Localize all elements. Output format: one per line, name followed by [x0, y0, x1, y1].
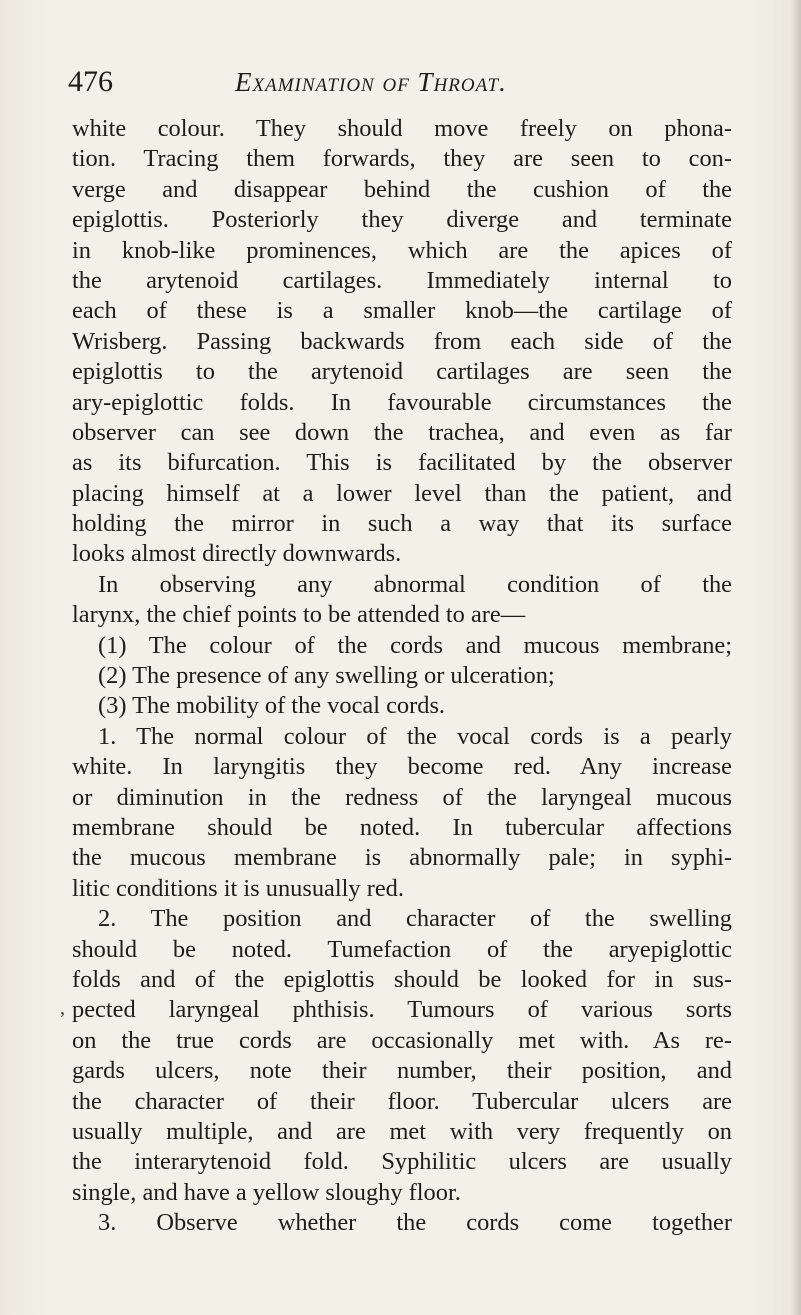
text-line: holding the mirror in such a way that its surface: [72, 510, 732, 538]
text-line: pected laryngeal phthisis. Tumours of various sorts: [72, 996, 732, 1024]
text-line: in knob-like prominences, which are the apices of: [72, 236, 732, 264]
page-edge-shadow: [791, 0, 801, 1315]
text-line: looks almost directly downwards.: [72, 540, 402, 568]
text-line: membrane should be noted. In tubercular affections: [72, 813, 732, 841]
text-line: on the true cords are occasionally met with. As re-: [72, 1026, 732, 1054]
list-item: (1) The colour of the cords and mucous membrane;: [98, 631, 732, 659]
text-line: single, and have a yellow sloughy floor.: [72, 1178, 461, 1206]
text-line: the interarytenoid fold. Syphilitic ulcers are usually: [72, 1148, 732, 1176]
text-line: larynx, the chief points to be attended to are—: [72, 601, 526, 629]
text-line: 2. The position and character of the swelling: [98, 905, 732, 933]
text-line: white colour. They should move freely on phona-: [72, 115, 732, 142]
text-line: as its bifurcation. This is facilitated by the observer: [72, 449, 732, 477]
text-line: placing himself at a lower level than the patient, and: [72, 479, 732, 507]
margin-mark: ,: [60, 997, 65, 1019]
text-line: the character of their floor. Tubercular ulcers are: [72, 1087, 732, 1115]
text-line: the mucous membrane is abnormally pale; in syphi-: [72, 844, 732, 872]
text-line: verge and disappear behind the cushion of the: [72, 175, 732, 203]
text-line: usually multiple, and are met with very frequently on: [72, 1117, 732, 1145]
text-line: each of these is a smaller knob—the cartilage of: [72, 297, 732, 325]
text-line: epiglottis to the arytenoid cartilages are seen the: [72, 358, 732, 386]
text-line: folds and of the epiglottis should be looked for in sus-: [72, 965, 732, 993]
text-line: 3. Observe whether the cords come together: [98, 1209, 732, 1237]
text-line: or diminution in the redness of the laryngeal mucous: [72, 783, 732, 811]
text-line: epiglottis. Posteriorly they diverge and terminate: [72, 206, 732, 234]
list-item: (3) The mobility of the vocal cords.: [98, 692, 446, 720]
text-line: 1. The normal colour of the vocal cords is a pearly: [98, 722, 732, 750]
text-line: the arytenoid cartilages. Immediately internal to: [72, 266, 732, 294]
page-number: 476: [68, 65, 113, 98]
list-item: (2) The presence of any swelling or ulceration;: [98, 662, 555, 690]
text-line: ary-epiglottic folds. In favourable circumstances the: [72, 388, 732, 416]
text-line: white. In laryngitis they become red. Any increase: [72, 753, 732, 781]
text-line: In observing any abnormal condition of the: [98, 570, 732, 598]
text-line: litic conditions it is unusually red.: [72, 874, 404, 902]
text-line: tion. Tracing them forwards, they are seen to con-: [72, 145, 732, 173]
running-title: Examination of Throat.: [235, 67, 507, 97]
text-line: gards ulcers, note their number, their position, and: [72, 1057, 732, 1085]
text-line: should be noted. Tumefaction of the aryepiglottic: [72, 935, 732, 963]
text-line: observer can see down the trachea, and even as far: [72, 418, 732, 446]
running-head: [68, 62, 708, 102]
text-line: Wrisberg. Passing backwards from each side of the: [72, 327, 732, 355]
body-text: [72, 114, 732, 1238]
